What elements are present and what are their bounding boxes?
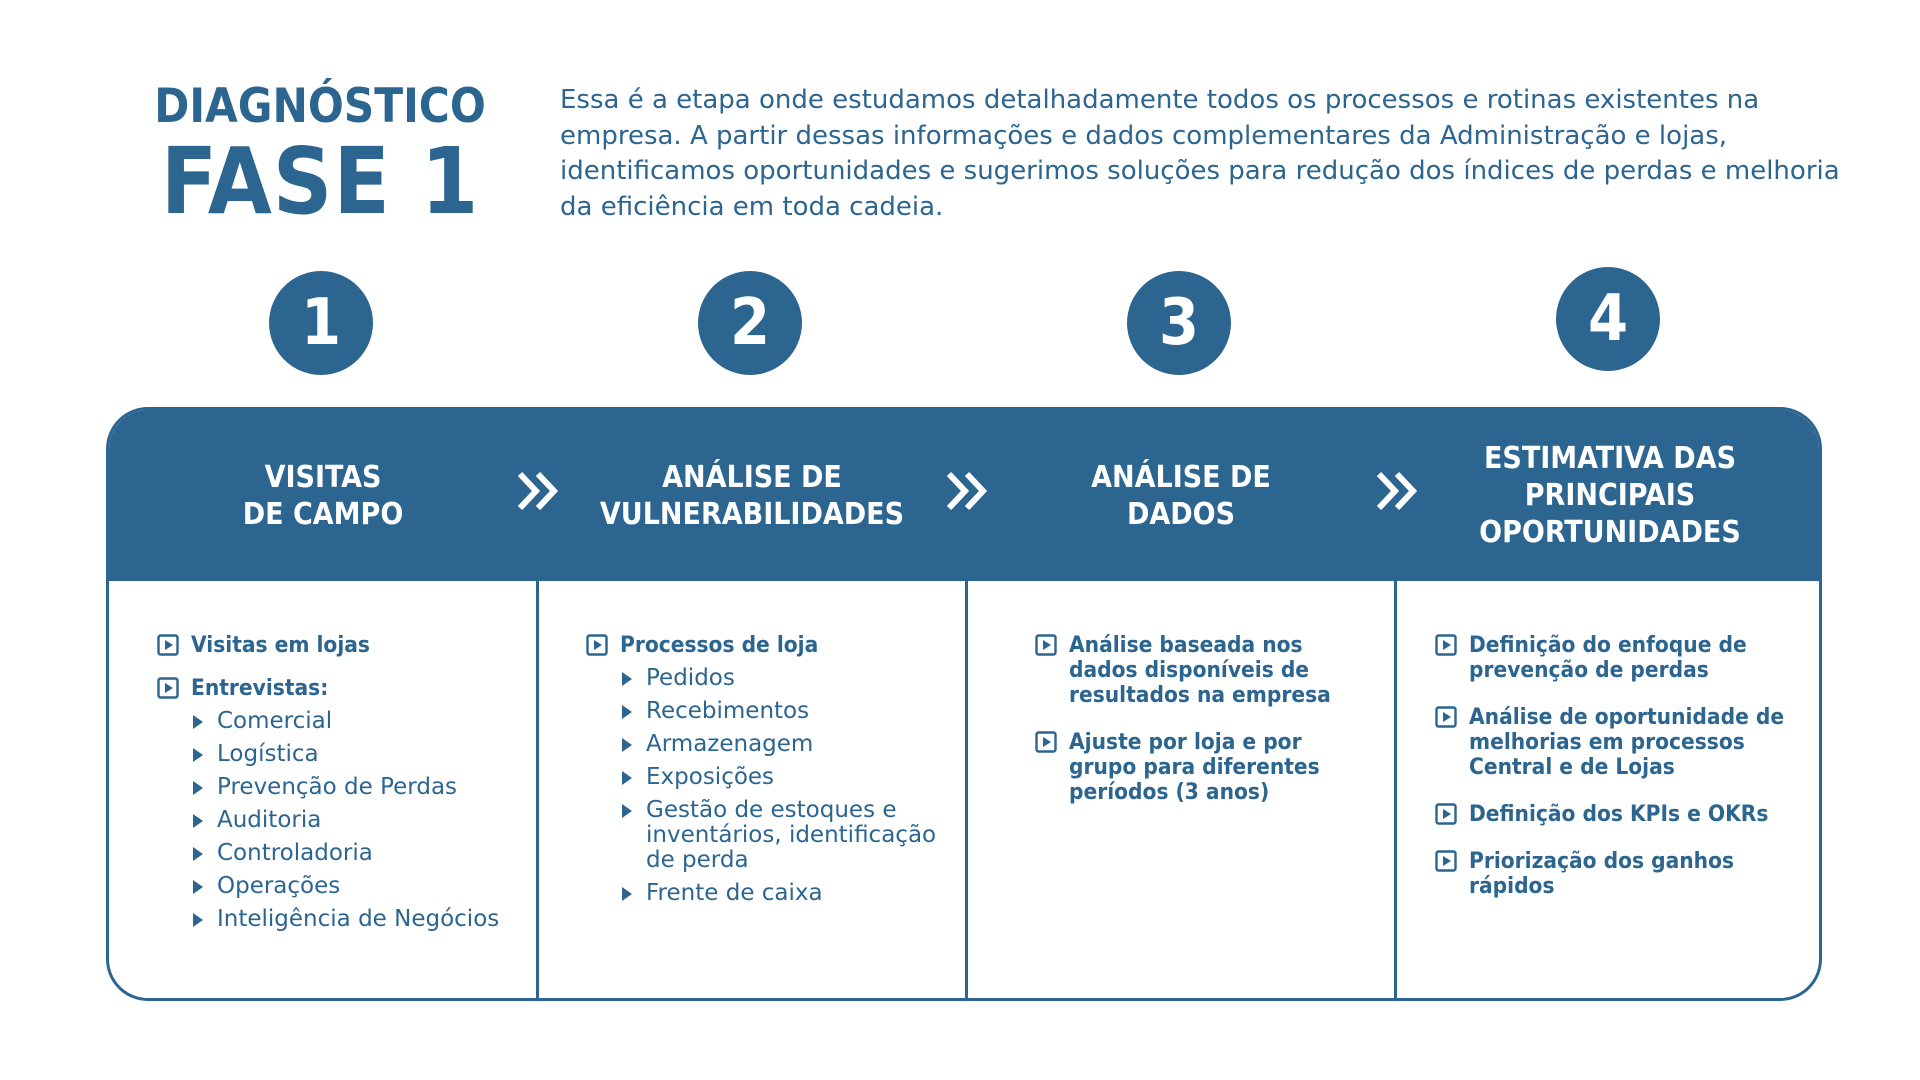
sub-item-label: Inteligência de Negócios: [217, 906, 500, 932]
triangle-right-icon: [193, 913, 203, 927]
step-item: [1435, 633, 1807, 683]
triangle-right-icon: [622, 738, 632, 752]
triangle-right-icon: [622, 705, 632, 719]
sub-item-list: [586, 666, 952, 906]
step-item: [586, 633, 952, 906]
boxed-play-icon: [1435, 634, 1457, 656]
boxed-play-icon: [586, 634, 608, 656]
sub-item: [193, 841, 529, 866]
sub-item: [193, 742, 529, 767]
sub-item-label: Auditoria: [217, 807, 322, 833]
step-title-2: ANÁLISE DE VULNERABILIDADES: [599, 459, 905, 532]
sub-item: [622, 765, 952, 790]
sub-item: [193, 808, 529, 833]
step-number-2: 2: [698, 271, 802, 375]
double-chevron-right-icon: [943, 466, 993, 516]
step-item: [1435, 849, 1807, 899]
main-item-label: Ajuste por loja e por grupo para diferentes períodos (3 anos): [1069, 729, 1320, 805]
main-item-label: Entrevistas:: [191, 675, 329, 701]
step-title-3: ANÁLISE DE DADOS: [1091, 459, 1271, 532]
main-item-label: Análise de oportunidade de melhorias em processos Central e de Lojas: [1469, 704, 1785, 780]
step-title-1: VISITAS DE CAMPO: [242, 459, 404, 532]
step-column-1: [157, 633, 529, 938]
triangle-right-icon: [193, 715, 203, 729]
main-item-label: Definição do enfoque de prevenção de perdas: [1469, 632, 1747, 683]
main-item: [157, 633, 529, 658]
main-item-label: Definição dos KPIs e OKRs: [1469, 801, 1769, 827]
triangle-right-icon: [193, 814, 203, 828]
step-item: [1035, 730, 1355, 805]
sub-item-label: Gestão de estoques e inventários, identificação de perda: [646, 797, 937, 873]
step-item: [1435, 705, 1807, 780]
sub-item-label: Armazenagem: [646, 731, 814, 757]
main-item-label: Processos de loja: [620, 632, 819, 658]
step-number-1: 1: [269, 271, 373, 375]
sub-item-label: Prevenção de Perdas: [217, 774, 458, 800]
main-item: [1035, 633, 1355, 708]
sub-item-label: Frente de caixa: [646, 880, 823, 906]
double-chevron-right-icon: [1373, 466, 1423, 516]
triangle-right-icon: [193, 847, 203, 861]
triangle-right-icon: [622, 887, 632, 901]
step-column-3: [1035, 633, 1355, 805]
sub-item-label: Exposições: [646, 764, 775, 790]
intro-paragraph: Essa é a etapa onde estudamos detalhadamente todos os processos e rotinas existentes na empresa. A partir dessas informações e dados complementares da Administração e lojas, identificamos oportunidades e sugerimos soluções para redução dos índices de perdas e melhoria da eficiência em toda cadeia.: [560, 85, 1840, 222]
sub-item: [622, 881, 952, 906]
column-divider: [965, 581, 968, 998]
boxed-play-icon: [1435, 850, 1457, 872]
main-item: [1435, 633, 1807, 683]
triangle-right-icon: [622, 672, 632, 686]
sub-item: [622, 732, 952, 757]
triangle-right-icon: [193, 748, 203, 762]
title-diagnostico: DIAGNÓSTICO: [154, 79, 486, 134]
step-column-2: [586, 633, 952, 914]
step-item: [157, 633, 529, 658]
sub-item: [622, 699, 952, 724]
title-block: [130, 79, 510, 235]
process-board: [106, 407, 1822, 1001]
sub-item: [622, 666, 952, 691]
main-item-label: Análise baseada nos dados disponíveis de resultados na empresa: [1069, 632, 1331, 708]
main-item: [1435, 705, 1807, 780]
main-item: [157, 676, 529, 701]
boxed-play-icon: [157, 677, 179, 699]
double-chevron-right-icon: [514, 466, 564, 516]
step-item: [1035, 633, 1355, 708]
sub-item: [193, 874, 529, 899]
main-item: [586, 633, 952, 658]
triangle-right-icon: [622, 771, 632, 785]
step-column-4: [1435, 633, 1807, 899]
sub-item-list: [157, 709, 529, 932]
main-item-label: Visitas em lojas: [191, 632, 370, 658]
sub-item-label: Operações: [217, 873, 341, 899]
triangle-right-icon: [622, 804, 632, 818]
boxed-play-icon: [157, 634, 179, 656]
sub-item-label: Comercial: [217, 708, 333, 734]
boxed-play-icon: [1035, 731, 1057, 753]
sub-item: [193, 775, 529, 800]
main-item: [1035, 730, 1355, 805]
triangle-right-icon: [193, 880, 203, 894]
sub-item: [622, 798, 952, 873]
step-title-4: ESTIMATIVA DAS PRINCIPAIS OPORTUNIDADES: [1479, 441, 1741, 550]
boxed-play-icon: [1435, 803, 1457, 825]
boxed-play-icon: [1435, 706, 1457, 728]
sub-item-label: Controladoria: [217, 840, 373, 866]
triangle-right-icon: [193, 781, 203, 795]
sub-item-label: Recebimentos: [646, 698, 810, 724]
sub-item-label: Logística: [217, 741, 319, 767]
main-item: [1435, 802, 1807, 827]
title-fase: FASE 1: [160, 128, 480, 235]
column-divider: [1394, 581, 1397, 998]
step-item: [157, 676, 529, 932]
sub-item: [193, 709, 529, 734]
main-item-label: Priorização dos ganhos rápidos: [1469, 848, 1735, 899]
step-number-4: 4: [1556, 267, 1660, 371]
column-divider: [536, 581, 539, 998]
sub-item-label: Pedidos: [646, 665, 735, 691]
step-item: [1435, 802, 1807, 827]
step-number-3: 3: [1127, 271, 1231, 375]
boxed-play-icon: [1035, 634, 1057, 656]
sub-item: [193, 907, 529, 932]
main-item: [1435, 849, 1807, 899]
